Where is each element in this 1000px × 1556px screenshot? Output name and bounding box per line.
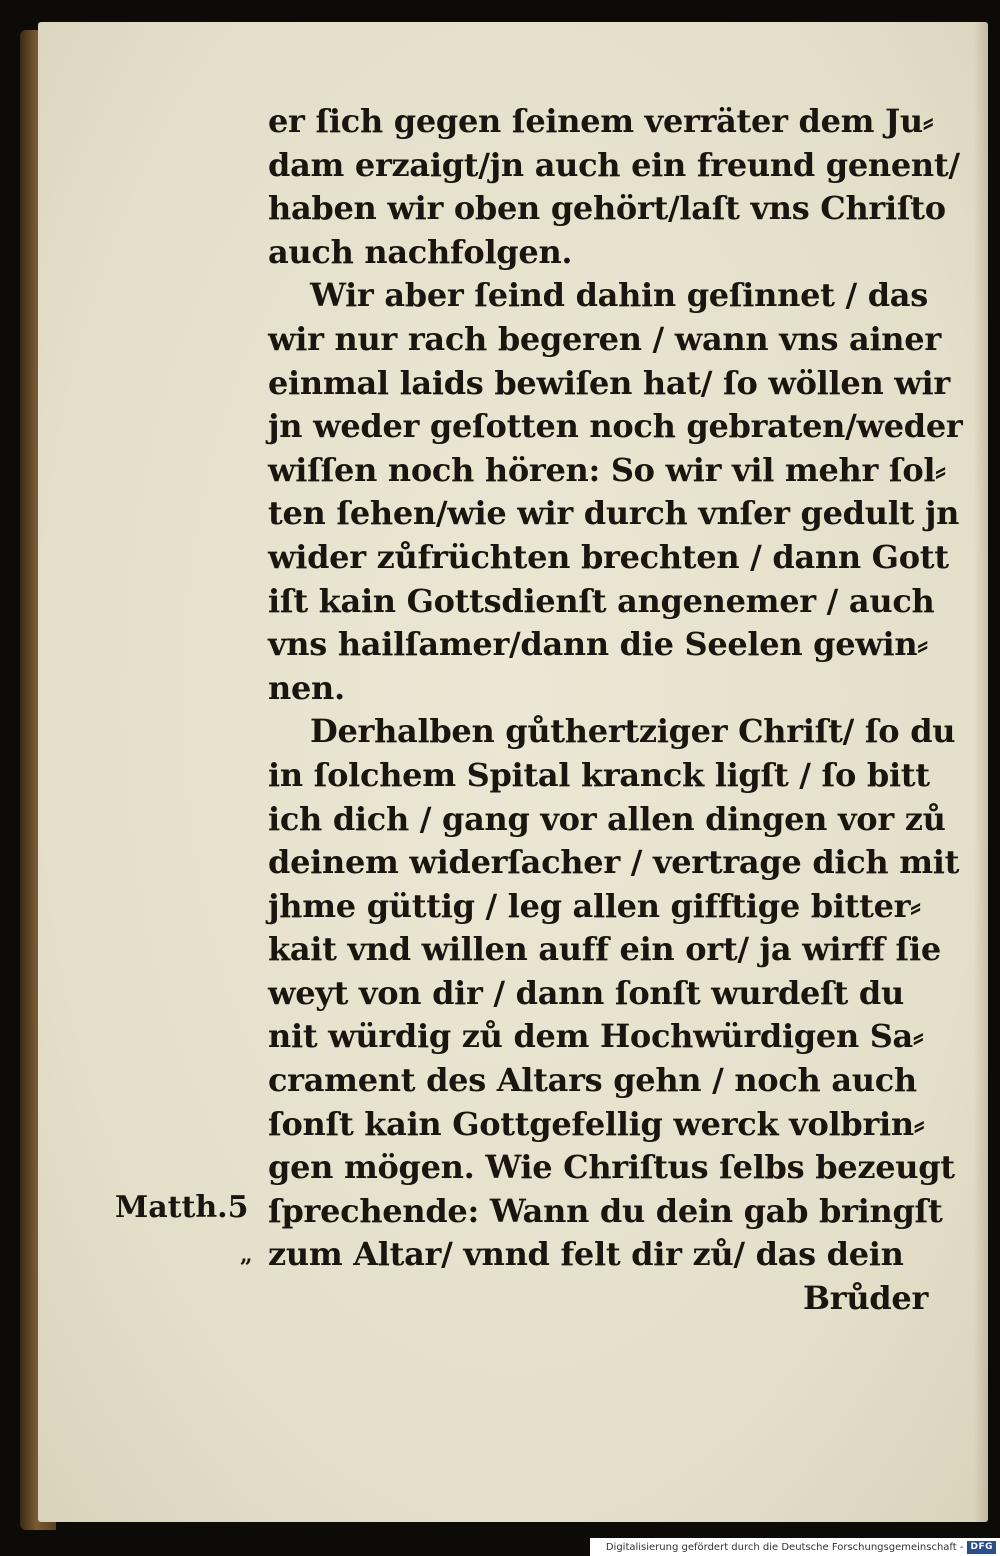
text-line: ich dich / gang vor allen dingen vor zů xyxy=(268,799,946,838)
marginal-reference: Matth.5 xyxy=(115,1190,249,1225)
text-line: haben wir oben gehört/laſt vns Chriſto xyxy=(268,189,946,228)
text-line: nen. xyxy=(268,668,345,707)
text-line: nit würdig zů dem Hochwürdigen Sa⸗ xyxy=(268,1017,924,1056)
text-line: in ſolchem Spital kranck ligſt / ſo bitt xyxy=(268,755,930,794)
dfg-logo: DFG xyxy=(967,1541,996,1554)
text-line: Wir aber ſeind dahin geſinnet / das xyxy=(310,276,928,315)
text-line: einmal laids bewiſen hat/ ſo wöllen wir xyxy=(268,363,950,402)
text-line: wider zůfrüchten brechten / dann Gott xyxy=(268,537,949,576)
text-line: er ſich gegen ſeinem verräter dem Ju⸗ xyxy=(268,102,934,140)
text-line: jhme güttig / leg allen gifftige bitter⸗ xyxy=(268,886,921,925)
page-edge xyxy=(974,22,988,1522)
catchword: Brůder xyxy=(803,1279,928,1318)
text-line: auch nachfolgen. xyxy=(268,232,573,271)
text-line: weyt von dir / dann ſonſt wurdeſt du xyxy=(268,973,904,1012)
digitization-footer xyxy=(590,1538,1000,1556)
text-line: wiſſen noch hören: So wir vil mehr ſol⸗ xyxy=(268,450,946,489)
text-line: crament des Altars gehn / noch auch xyxy=(268,1061,917,1100)
text-line: ten ſehen/wie wir durch vnſer gedult jn xyxy=(268,494,960,533)
text-line: ſprechende: Wann du dein gab bringſt xyxy=(268,1191,943,1230)
text-line: zum Altar/ vnnd felt dir zů/ das dein xyxy=(268,1235,904,1274)
text-line: vns hailſamer/dann die Seelen gewin⸗ xyxy=(268,625,928,664)
funding-notice: Digitalisierung gefördert durch die Deutsche Forschungsgemeinschaft - xyxy=(605,1541,964,1553)
text-line: kait vnd willen auff ein ort/ ja wirff ſie xyxy=(268,930,941,969)
page-text xyxy=(268,100,963,1321)
text-line: wir nur rach begeren / wann vns ainer xyxy=(268,319,941,358)
text-line: iſt kain Gottsdienſt angenemer / auch xyxy=(268,581,935,620)
text-line: deinem widerſacher / vertrage dich mit xyxy=(268,843,960,882)
text-line: jn weder geſotten noch gebraten/weder xyxy=(268,407,963,446)
text-line: Derhalben gůthertziger Chriſt/ ſo du xyxy=(310,712,956,751)
text-line: ſonſt kain Gottgefellig werck volbrin⸗ xyxy=(268,1104,925,1143)
marginal-quote-mark: „ xyxy=(240,1242,253,1268)
text-line: dam erzaigt/jn auch ein freund genent/ xyxy=(268,145,960,184)
text-line: gen mögen. Wie Chriſtus ſelbs bezeugt xyxy=(268,1148,955,1187)
